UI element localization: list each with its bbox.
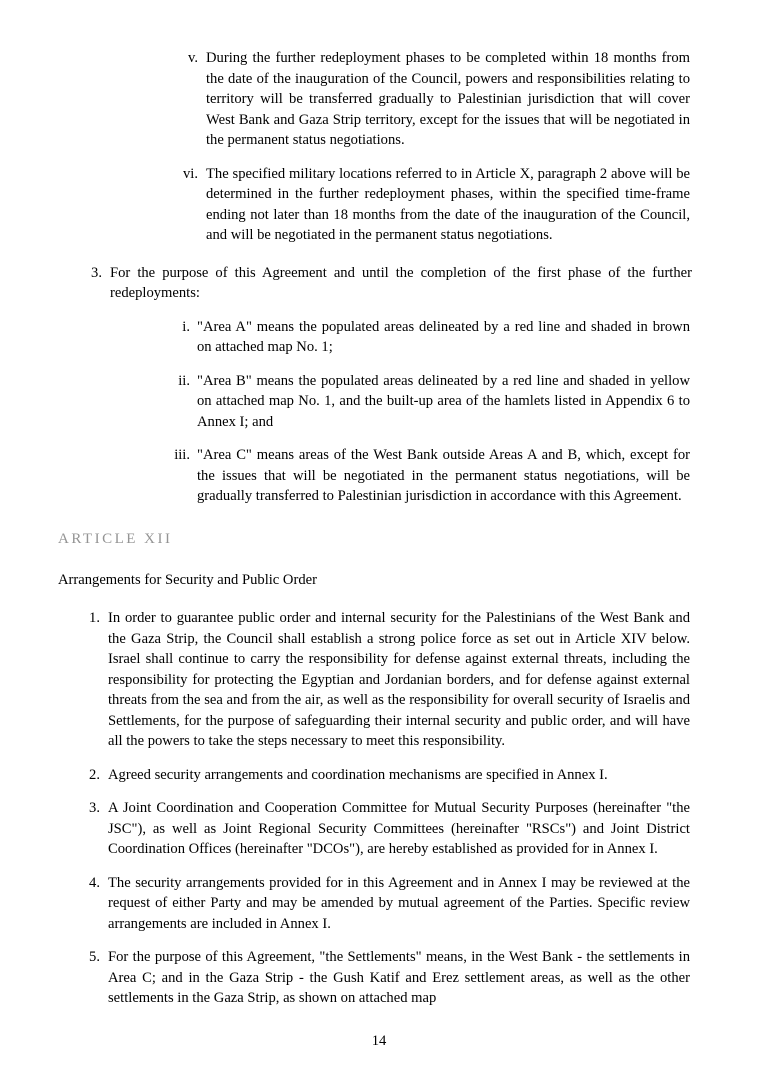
list-item-text: "Area B" means the populated areas delineated by a red line and shaded in yellow on attached map No. 1, and the built-up area of the hamlets listed in Appendix 6 to Annex I; and xyxy=(197,372,690,430)
list-marker: 2. xyxy=(89,766,100,783)
list-item xyxy=(78,947,690,1009)
list-marker: vi. xyxy=(183,165,198,182)
list-item xyxy=(134,164,690,246)
list-marker: 3. xyxy=(89,800,100,816)
list-item xyxy=(164,445,690,507)
section-subtitle: Arrangements for Security and Public Order xyxy=(58,571,317,588)
list-marker: 4. xyxy=(89,874,100,891)
list-item xyxy=(164,317,690,358)
list-item-text: A Joint Coordination and Cooperation Committee for Mutual Security Purposes (hereinafter "the JSC"), as well as Joint Regional Security Committees (hereinafter "RSCs") and Joint District Coordination Offices (hereinafter "DCOs"), are hereby established as provided for in Annex I. xyxy=(108,800,690,857)
list-marker: i. xyxy=(182,318,190,335)
list-item xyxy=(78,873,690,935)
list-item xyxy=(78,798,690,860)
list-item-text: Agreed security arrangements and coordination mechanisms are specified in Annex I. xyxy=(108,766,608,783)
list-item-text: The security arrangements provided for in this Agreement and in Annex I may be reviewed at the request of either Party and may be amended by mutual agreement of the Parties. Specific review arrangements are included in Annex I. xyxy=(108,874,690,932)
list-item-text: During the further redeployment phases to be completed within 18 months from the date of the inauguration of the Council, powers and responsibilities relating to territory will be transferred gradually to Palestinian jurisdiction that will cover West Bank and Gaza Strip territory, except for the issues that will be negotiated in the permanent status negotiations. xyxy=(206,50,690,148)
list-marker: v. xyxy=(188,50,198,66)
list-marker: ii. xyxy=(178,372,190,389)
list-item-text: "Area C" means areas of the West Bank outside Areas A and B, which, except for the issues that will be negotiated in the permanent status negotiations, will be gradually transferred to Palestinian jurisdiction in accordance with this Agreement. xyxy=(197,447,690,504)
list-marker: 1. xyxy=(89,610,100,626)
list-item-text: The specified military locations referred to in Article X, paragraph 2 above will be determined in the further redeployment phases, within the specified time-frame ending not later than 18 months from the date of the inauguration of the Council, and will be negotiated in the permanent status negotiations. xyxy=(206,165,690,243)
list-item-text: For the purpose of this Agreement, "the Settlements" means, in the West Bank - the settlements in Area C; and in the Gaza Strip - the Gush Katif and Erez settlement areas, as well as the other settlements in the Gaza Strip, as shown on attached map xyxy=(108,949,690,1006)
list-item-text: For the purpose of this Agreement and until the completion of the first phase of the further redeployments: xyxy=(110,264,692,301)
list-item xyxy=(164,371,690,433)
list-marker: iii. xyxy=(174,447,190,463)
page-number: 14 xyxy=(371,1033,387,1049)
list-marker: 5. xyxy=(89,949,100,965)
list-marker: 3. xyxy=(91,264,102,281)
list-item xyxy=(80,263,692,304)
list-item xyxy=(78,608,690,752)
list-item-text: In order to guarantee public order and internal security for the Palestinians of the West Bank and the Gaza Strip, the Council shall establish a strong police force as set out in Article XIV below. Israel shall continue to carry the responsibility for defense against external threats, including the responsibility for protecting the Egyptian and Jordanian borders, and for defense against external threats from the sea and from the air, as well as the responsibility for overall security of Israelis and Settlements, for the purpose of safeguarding their internal security and public order, and will have all the powers to take the steps necessary to meet this responsibility. xyxy=(108,610,690,749)
article-heading: ARTICLE XII xyxy=(58,530,173,547)
list-item xyxy=(78,765,690,786)
list-item xyxy=(134,48,690,151)
list-item-text: "Area A" means the populated areas delineated by a red line and shaded in brown on attached map No. 1; xyxy=(197,318,690,355)
